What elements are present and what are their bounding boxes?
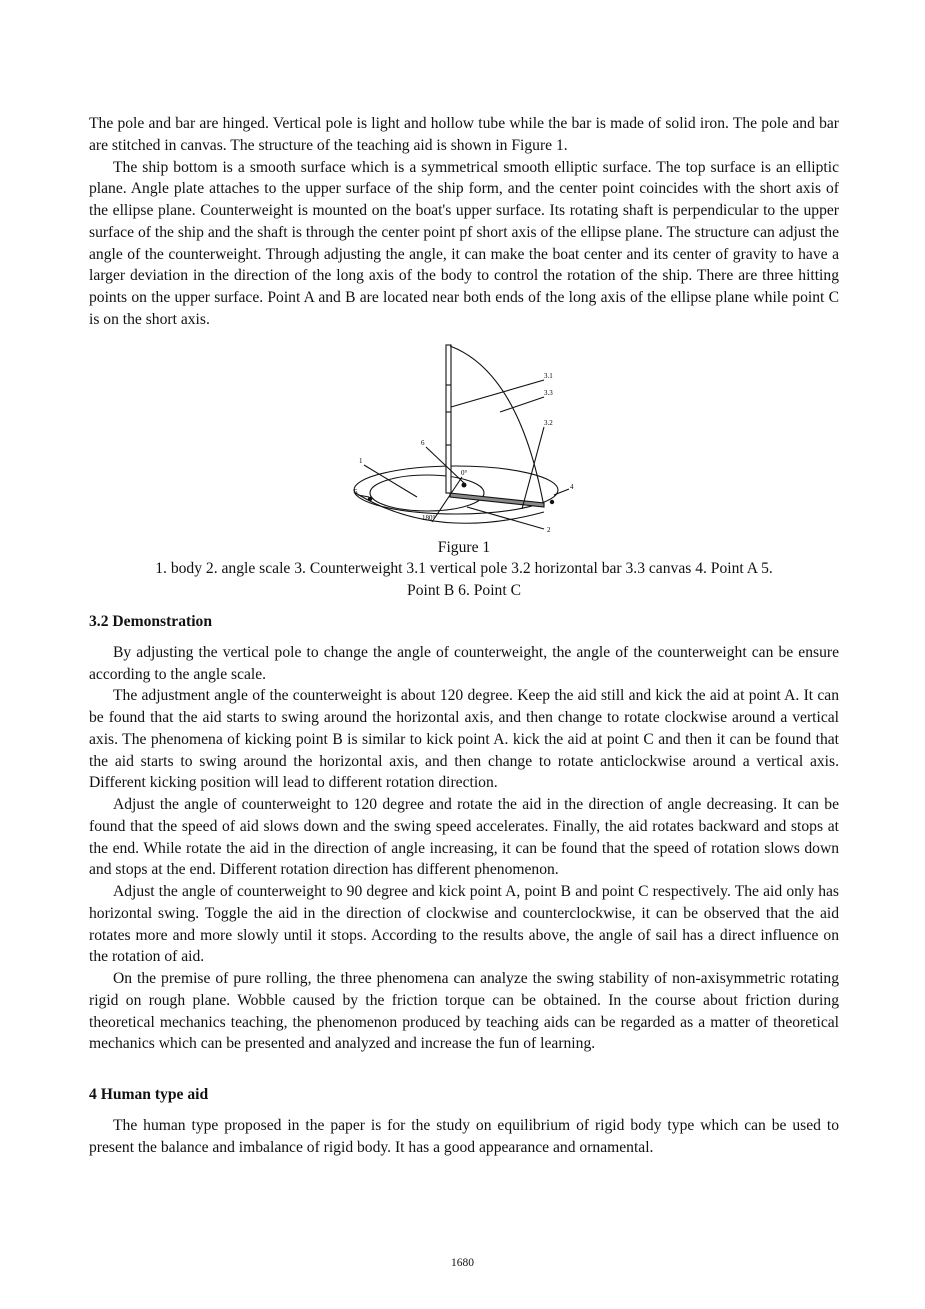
label-6: 6 — [421, 438, 425, 447]
section-heading-3-2: 3.2 Demonstration — [89, 612, 213, 630]
vertical-pole — [446, 345, 451, 493]
label-5: 5 — [354, 487, 358, 496]
horizontal-bar — [450, 493, 544, 507]
paragraph: The ship bottom is a smooth surface which is a symmetrical smooth elliptic surface. The top surface is an elliptic plane. Angle plate attaches to the upper surface of the ship form, and the center point coincides with the short axis of the ellipse plane. Counterweight is mounted on the boat's upper surface. Its rotating shaft is perpendicular to the upper surface of the ship and the shaft is through the center point pf short axis of the ellipse plane. The structure can adjust the angle of the counterweight. Through adjusting the angle, it can make the boat center and its center of gravity to have a larger deviation in the direction of the long axis of the body to control the rotation of the ship. There are three hitting points on the upper surface. Point A and B are located near both ends of the long axis of the ellipse plane while point C is on the short axis. — [89, 158, 839, 328]
angle-scale-ellipse — [370, 475, 484, 511]
page-number: 1680 — [451, 1257, 474, 1269]
paragraph: By adjusting the vertical pole to change the angle of counterweight, the angle of the counterweight can be ensure according to the angle scale. — [89, 643, 839, 683]
label-1: 1 — [359, 456, 363, 465]
paragraph: The pole and bar are hinged. Vertical pole is light and hollow tube while the bar is made of solid iron. The pole and bar are stitched in canvas. The structure of the teaching aid is shown in Figure 1. — [89, 115, 839, 154]
figure-legend-line-2: Point B 6. Point C — [407, 582, 521, 599]
label-3-3: 3.3 — [544, 388, 553, 397]
paragraph: Adjust the angle of counterweight to 120 degree and rotate the aid in the direction of angle decreasing. It can be found that the speed of aid slows down and the swing speed accelerates. Finally, the aid rotates backward and stops at the end. While rotate the aid in the direction of angle increasing, it can be found that the speed of rotation slows down and stops at the end. Different rotation direction has different phenomenon. — [89, 796, 839, 879]
label-3-2: 3.2 — [544, 418, 553, 427]
label-2: 2 — [547, 525, 551, 534]
paragraph: On the premise of pure rolling, the three phenomena can analyze the swing stability of non-axisymmetric rotating rigid on rough plane. Wobble caused by the friction torque can be obtained. In the course about friction during theoretical mechanics teaching, the phenomenon produced by teaching aids can be regarded as a matter of theoretical mechanics which can be presented and analyzed and increase the fun of learning. — [89, 970, 839, 1053]
label-180-deg: 180° — [422, 513, 436, 522]
paragraph: The adjustment angle of the counterweight is about 120 degree. Keep the aid still and kick the aid at point A. It can be found that the aid starts to swing around the horizontal axis, and then change to rotate clockwise around a vertical axis. The phenomena of kicking point B is similar to kick point A. kick the aid at point C and then it can be found that the aid starts to swing around the horizontal axis, and then change to rotate anticlockwise around a vertical axis. Different kicking position will lead to different rotation direction. — [89, 687, 839, 792]
figure-caption: Figure 1 — [437, 538, 491, 556]
section-heading-4: 4 Human type aid — [89, 1086, 209, 1103]
page-content — [89, 113, 839, 1159]
figure-1 — [89, 337, 839, 602]
point-a-dot — [550, 499, 554, 503]
paragraph: The human type proposed in the paper is for the study on equilibrium of rigid body type which can be used to present the balance and imbalance of rigid body. It has a good appearance and ornamental. — [89, 1117, 839, 1156]
figure-legend-line-1: 1. body 2. angle scale 3. Counterweight 3.1 vertical pole 3.2 horizontal bar 3.3 canvas 4. Point A 5. — [155, 560, 773, 578]
paragraph: Adjust the angle of counterweight to 90 degree and kick point A, point B and point C respectively. The aid only has horizontal swing. Toggle the aid in the direction of clockwise and counterclockwise, it can be observed that the aid rotates more and more slowly until it stops. According to the results above, the angle of sail has a direct influence on the rotation of aid. — [89, 883, 839, 966]
label-3-1: 3.1 — [544, 371, 553, 380]
point-c-dot — [462, 482, 467, 487]
label-4: 4 — [570, 482, 574, 491]
sailboat-diagram — [344, 337, 584, 537]
point-b-dot — [368, 496, 372, 500]
label-0-deg: 0° — [461, 468, 468, 477]
